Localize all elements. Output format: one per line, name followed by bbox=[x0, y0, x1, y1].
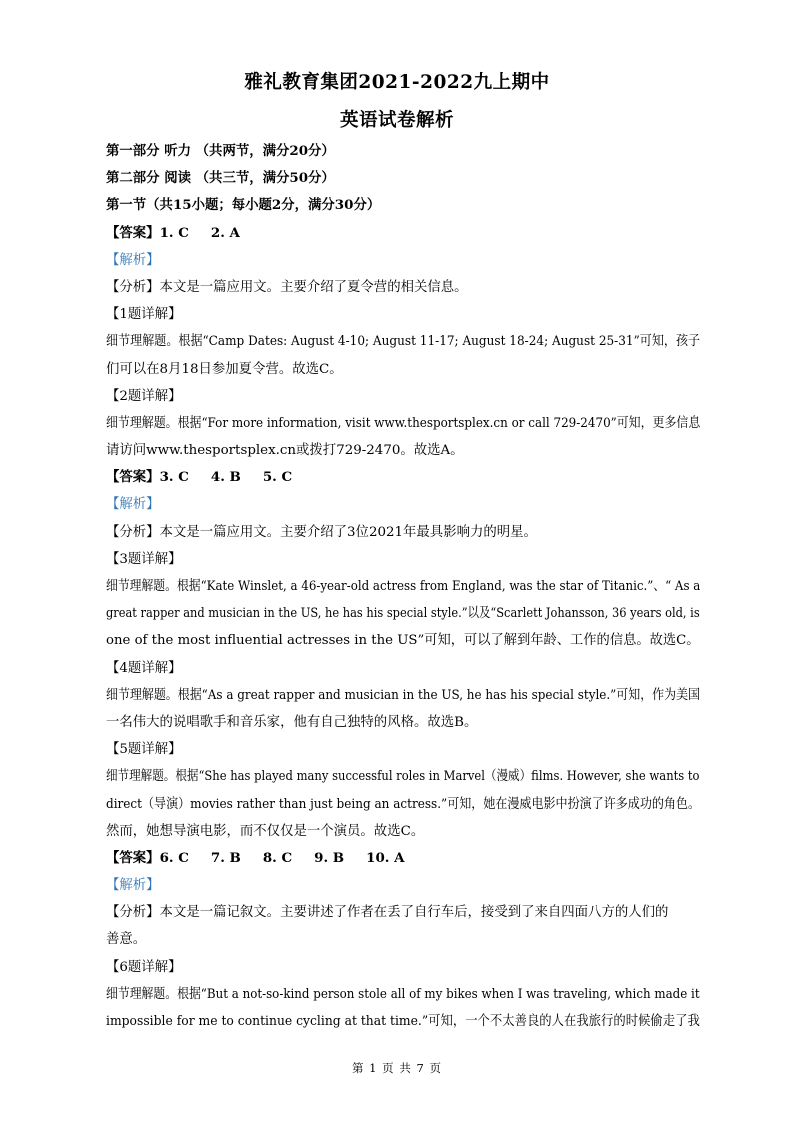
page-footer: 第 1 页 共 7 页 bbox=[352, 1061, 442, 1075]
answer-line: 【答案】1. C 2. A bbox=[106, 224, 240, 241]
document-body bbox=[106, 138, 700, 1035]
summary-line: 【分析】本文是一篇记叙文。主要讲述了作者在丢了自行车后，接受到了来自四面八方的人们的 bbox=[106, 905, 669, 921]
detail-line: 请访问www.thesportsplex.cn或拨打729-2470。故选A。 bbox=[106, 443, 464, 459]
detail-line: direct（导演）movies rather than just being an actress.”可知，她在漫威电影中扮演了许多成功的角色。 bbox=[106, 796, 701, 812]
section-heading: 第一节（共15小题；每小题2分，满分30分） bbox=[106, 197, 381, 214]
section-heading: 第一部分 听力 （共两节，满分20分） bbox=[106, 143, 335, 159]
answer-line: 【答案】6. C 7. B 8. C 9. B 10. A bbox=[106, 849, 405, 866]
detail-line: 细节理解题。根据“She has played many successful roles in Marvel（漫威）films. However, she wants to bbox=[106, 769, 700, 785]
detail-line: one of the most influential actresses in the US”可知，可以了解到年龄、工作的信息。故选C。 bbox=[106, 633, 700, 649]
document-subtitle: 英语试卷解析 bbox=[339, 110, 454, 131]
detail-line: 细节理解题。根据“As a great rapper and musician in the US, he has his special style.”可知，作为美国 bbox=[106, 687, 700, 703]
detail-line: 们可以在8月18日参加夏令营。故选C。 bbox=[106, 361, 343, 377]
detail-heading: 【4题详解】 bbox=[106, 660, 182, 676]
detail-line: 细节理解题。根据“But a not-so-kind person stole all of my bikes when I was traveling, which made it bbox=[106, 986, 700, 1002]
detail-line: 一名伟大的说唱歌手和音乐家，他有自己独特的风格。故选B。 bbox=[106, 714, 478, 730]
detail-line: 细节理解题。根据“Kate Winslet, a 46-year-old actress from England, was the star of Titanic.”、“ As a bbox=[106, 579, 701, 594]
analysis-label: 【解析】 bbox=[106, 878, 160, 894]
detail-heading: 【2题详解】 bbox=[106, 388, 182, 404]
detail-heading: 【6题详解】 bbox=[106, 959, 182, 975]
analysis-label: 【解析】 bbox=[106, 252, 160, 268]
section-heading: 第二部分 阅读 （共三节，满分50分） bbox=[106, 170, 335, 187]
answer-line: 【答案】3. C 4. B 5. C bbox=[106, 469, 293, 486]
summary-line: 【分析】本文是一篇应用文。主要介绍了3位2021年最具影响力的明星。 bbox=[106, 524, 537, 540]
detail-line: 然而，她想导演电影，而不仅仅是一个演员。故选C。 bbox=[106, 823, 425, 839]
detail-line: 细节理解题。根据“For more information, visit www.thesportsplex.cn or call 729-2470”可知，更多信息 bbox=[106, 415, 701, 431]
analysis-label: 【解析】 bbox=[106, 497, 160, 513]
detail-line: impossible for me to continue cycling at that time.”可知，一个不太善良的人在我旅行的时候偷走了我 bbox=[106, 1014, 700, 1029]
summary-line: 【分析】本文是一篇应用文。主要介绍了夏令营的相关信息。 bbox=[106, 279, 468, 295]
detail-heading: 【1题详解】 bbox=[106, 307, 182, 323]
detail-line: great rapper and musician in the US, he has his special style.”以及“Scarlett Johansson, 36 years old, is bbox=[106, 606, 700, 622]
summary-line: 善意。 bbox=[106, 932, 147, 948]
document-title: 雅礼教育集团2021-2022九上期中 bbox=[244, 72, 550, 93]
detail-heading: 【5题详解】 bbox=[106, 742, 182, 758]
detail-line: 细节理解题。根据“Camp Dates: August 4-10; August 11-17; August 18-24; August 25-31”可知，孩子 bbox=[106, 334, 701, 350]
detail-heading: 【3题详解】 bbox=[106, 551, 182, 567]
